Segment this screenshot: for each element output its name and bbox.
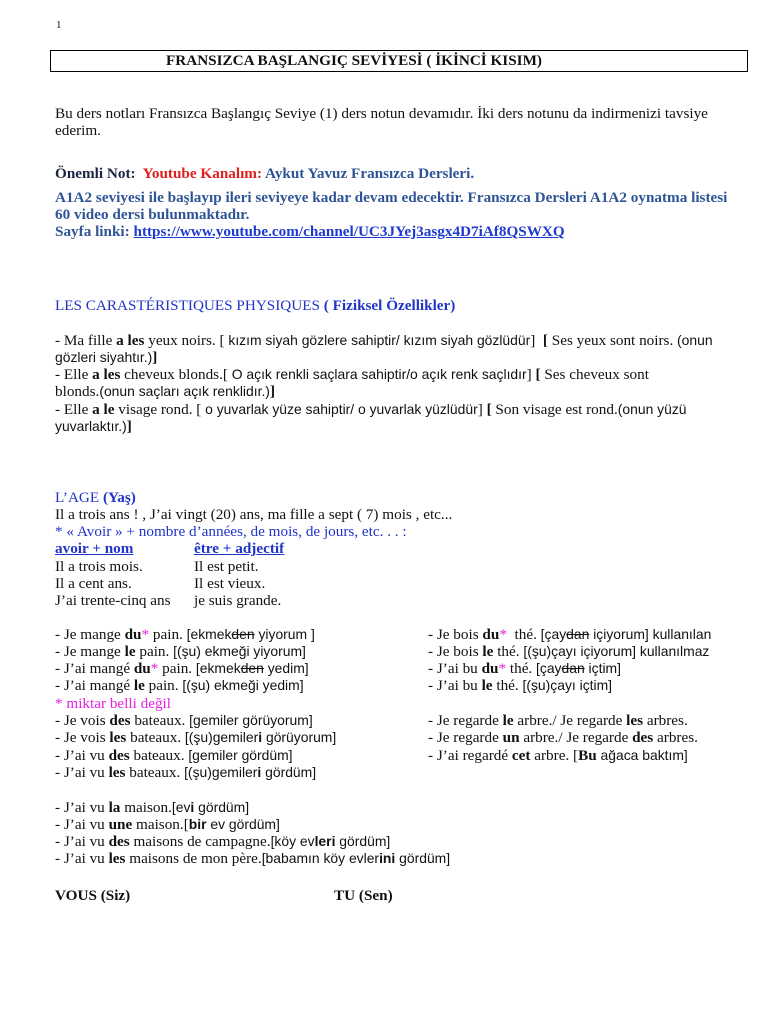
bold-word: bir [188,815,207,832]
channel-label: Youtube Kanalım: [135,164,263,182]
column-header: avoir + nom [55,540,134,558]
right-example-column [428,626,711,764]
example-line [55,850,450,867]
turkish-translation: [ekmek [186,625,232,642]
bracket: ] [152,348,158,366]
turkish-translation: yiyorum ] [254,625,315,642]
french-text: - Je vois [55,729,110,747]
article: le [502,711,514,729]
example-line [55,418,713,435]
french-text: thé. [506,660,537,678]
french-text: bateaux. [129,746,189,764]
table-cell: Il est vieux. [194,574,266,592]
french-text: Son visage est rond. [491,400,618,418]
turkish-translation: gördüm] [395,850,451,867]
french-text: - J’ai regardé [428,746,512,764]
turkish-translation: yuvarlaktır.) [55,417,127,434]
bracket: [ [542,331,548,349]
youtube-channel-link[interactable]: https://www.youtube.com/channel/UC3JYej3asgx4D7iAf8QSWXQ [133,223,565,241]
french-text: - J’ai vu [55,763,109,781]
french-text: - J’ai bu [428,677,482,695]
article: le [482,642,494,660]
example-line [55,764,336,781]
french-text: - Je vois [55,711,110,729]
bracket: [ [183,815,189,833]
age-table-header [55,540,452,557]
example-line [55,401,713,418]
house-examples [55,799,450,868]
table-cell: je suis grande. [194,592,282,610]
turkish-translation: [(şu)gemiler [184,729,259,746]
age-table-row [55,592,452,609]
french-text: blonds. [55,383,100,401]
french-text: - Je regarde [428,729,503,747]
struck-suffix: dan [561,660,585,677]
example-line [55,833,450,850]
turkish-translation: (onun [677,331,713,348]
bracket: ] [126,417,132,435]
bold-suffix: ini [379,850,396,867]
example-line [55,799,450,816]
french-text: thé. [506,625,541,643]
age-table-row [55,575,452,592]
turkish-translation: (onun yüzü [617,400,687,417]
article: une [108,815,133,833]
column-header: être + adjectif [194,540,285,558]
article: cet [511,746,531,764]
turkish-translation: [(şu)çayı içiyorum] kullanılmaz [523,642,710,659]
note-line [55,165,474,182]
french-text: pain. [144,677,183,695]
french-text: - Elle [55,366,93,384]
turkish-translation: [gemiler görüyorum] [189,711,313,728]
pronoun-heading-tu: TU (Sen) [334,886,393,904]
partitive-asterisk: * [150,660,159,678]
example-line [55,643,336,660]
french-text: visage rond. [ [114,400,206,418]
french-text: bateaux. [126,729,185,747]
article: du [481,660,499,678]
turkish-translation: o yuvarlak yüze sahiptir/ o yuvarlak yüzlüdür [205,400,478,417]
article: les [108,850,126,868]
example-line [428,660,711,677]
bold-suffix: i [190,798,195,815]
turkish-translation: (onun saçları açık renklidır.) [99,383,270,400]
note-label: Önemli Not: [55,164,136,182]
french-text: - J’ai vu [55,746,109,764]
bracket: [ [535,366,541,384]
bold-suffix: leri [314,833,336,850]
article: le [133,677,145,695]
turkish-translation: gözleri siyahtır.) [55,348,153,365]
french-text: - Ma fille [55,331,117,349]
turkish-translation: [çay [540,625,567,642]
table-cell: J’ai trente-cinq ans [55,592,171,610]
french-text: - J’ai vu [55,850,109,868]
example-line [55,383,713,400]
turkish-translation: [ekmek [195,660,241,677]
bracket: ] [269,383,275,401]
turkish-translation: ev gördüm] [206,815,280,832]
table-cell: Il est petit. [194,557,259,575]
pronoun-heading-vous: VOUS (Siz) [55,886,131,904]
playlist-line: 60 video dersi bulunmaktadır. [55,205,250,223]
french-text: - J’ai mangé [55,660,134,678]
french-text: thé. [492,677,523,695]
page-number: 1 [56,19,62,31]
table-cell: Il a trois mois. [55,557,143,575]
struck-suffix: den [231,625,255,642]
french-text: - Elle [55,400,93,418]
struck-suffix: den [240,660,264,677]
age-table-row [55,558,452,575]
heading-french: L’AGE [55,488,103,506]
article: les [109,729,127,747]
french-text: arbre./ Je regarde [513,711,627,729]
turkish-translation: [(şu) ekmeği yiyorum] [173,642,306,659]
age-example: Il a trois ans ! , J’ai vingt (20) ans, ma fille a sept ( 7) mois , etc... [55,505,453,523]
example-line [55,747,336,764]
turkish-translation: kızım siyah gözlere sahiptir/ kızım siyah gözlüdür [228,331,531,348]
partitive-note: * miktar belli değil [55,694,171,712]
example-line [55,626,336,643]
french-text: - J’ai vu [55,815,109,833]
example-line [55,349,713,366]
french-text: bateaux. [125,763,185,781]
french-text: - J’ai vu [55,798,109,816]
left-example-column [55,626,336,782]
article: a les [92,366,121,384]
french-text: Ses yeux sont noirs. [547,331,678,349]
heading-turkish: (Yaş) [102,488,136,506]
partitive-asterisk: * [499,625,507,643]
age-section [55,489,452,610]
turkish-translation: ağaca baktım] [596,746,688,763]
important-note [55,165,474,182]
turkish-translation: yedim] [263,660,309,677]
heading-french: LES CARASTÉRISTIQUES PHYSIQUES [55,296,324,314]
bold-suffix: i [258,729,263,746]
article: des [109,711,131,729]
turkish-translation: içiyorum] kullanılan [589,625,712,642]
turkish-translation: [ev [171,798,191,815]
bold-suffix: i [257,763,262,780]
heading-turkish: ( Fiziksel Özellikler) [323,296,456,314]
article: a les [116,331,145,349]
french-text: arbre./ Je regarde [519,729,633,747]
title-box [50,50,748,72]
turkish-translation: gördüm] [194,798,250,815]
bracket: ] [526,366,536,384]
example-line [428,677,711,694]
partitive-asterisk: * [498,660,507,678]
french-text: arbres. [653,729,698,747]
example-line [428,729,711,746]
example-line [55,332,713,349]
french-text: pain. [135,642,174,660]
french-text: pain. [158,660,196,678]
article: des [108,833,130,851]
french-text: bateaux. [130,711,190,729]
turkish-translation: [çay [536,660,562,677]
document-title: FRANSIZCA BAŞLANGIÇ SEVİYESİ ( İKİNCİ KISIM) [166,52,542,69]
french-text: - Je bois [428,642,483,660]
french-text: maisons de campagne. [129,833,271,851]
example-line [55,712,336,729]
physical-examples [55,332,713,436]
example-line [428,626,711,643]
french-text: arbres. [643,711,688,729]
turkish-translation: [(şu) ekmeği yedim] [182,677,304,694]
french-text: pain. [149,625,187,643]
page-link-line [55,223,727,240]
article: le [124,642,136,660]
french-text: - J’ai mangé [55,677,134,695]
french-text: - J’ai vu [55,833,109,851]
age-rule: * « Avoir » + nombre d’années, de mois, de jours, etc. . . : [55,523,407,541]
article: a le [92,400,115,418]
article: du [482,625,500,643]
example-line [428,747,711,764]
turkish-translation: O açık renkli saçlara sahiptir/o açık renk saçlıdır [231,366,527,383]
table-cell: Il a cent ans. [55,574,132,592]
french-text: maison. [132,815,184,833]
french-text: - Je bois [428,625,483,643]
french-text: - J’ai bu [428,660,482,678]
turkish-translation: içtim] [584,660,621,677]
french-text: maisons de mon père. [125,850,262,868]
french-text: - Je mange [55,642,125,660]
intro-line: Bu ders notları Fransızca Başlangıç Seviye (1) ders notun devamıdır. İki ders notunu da indirmenizi tavsiye [55,104,708,122]
turkish-translation: görüyorum] [262,729,337,746]
article: un [502,729,520,747]
channel-name: Aykut Yavuz Fransızca Dersleri. [262,164,475,182]
article: les [626,711,644,729]
bracket: ] [530,331,543,349]
turkish-translation: gördüm] [261,763,317,780]
article: les [108,763,126,781]
article: la [108,798,121,816]
french-text: maison. [120,798,172,816]
french-text: thé. [493,642,524,660]
partitive-asterisk: * [141,625,150,643]
turkish-translation: [köy ev [270,833,315,850]
french-text: Ses cheveux sont [540,366,649,384]
playlist-info [55,189,727,241]
turkish-translation: [babamın köy evler [261,850,380,867]
intro-paragraph [55,105,708,140]
bold-word: Bu [578,746,597,764]
french-text: cheveux blonds.[ [120,366,232,384]
turkish-translation: [(şu)gemiler [184,763,258,780]
example-line [55,677,336,694]
turkish-translation: [(şu)çayı içtim] [522,677,613,694]
article: du [133,660,151,678]
example-line [55,729,336,746]
example-line [428,712,711,729]
example-line [55,660,336,677]
blank-line [428,695,711,712]
french-text: - Je regarde [428,711,503,729]
section-heading-age [55,489,452,506]
article: du [124,625,142,643]
bracket: ] [477,400,487,418]
bracket: [ [486,400,492,418]
turkish-translation: gördüm] [335,833,391,850]
article: le [481,677,493,695]
french-text: - Je mange [55,625,125,643]
example-line [55,816,450,833]
french-text: yeux noirs. [ [144,331,229,349]
article: des [108,746,130,764]
section-heading-physical [55,297,455,314]
example-line [55,366,713,383]
turkish-translation: [gemiler gördüm] [188,746,293,763]
struck-suffix: dan [566,625,590,642]
french-text: arbre. [ [530,746,579,764]
page-link-label: Sayfa linki: [55,223,134,241]
intro-line: ederim. [55,121,101,139]
article: des [632,729,654,747]
example-line [428,643,711,660]
pronoun-headings [55,887,755,904]
playlist-line: A1A2 seviyesi ile başlayıp ileri seviyeye kadar devam edecektir. Fransızca Dersleri A1A2 oynatma listesi [55,188,728,206]
